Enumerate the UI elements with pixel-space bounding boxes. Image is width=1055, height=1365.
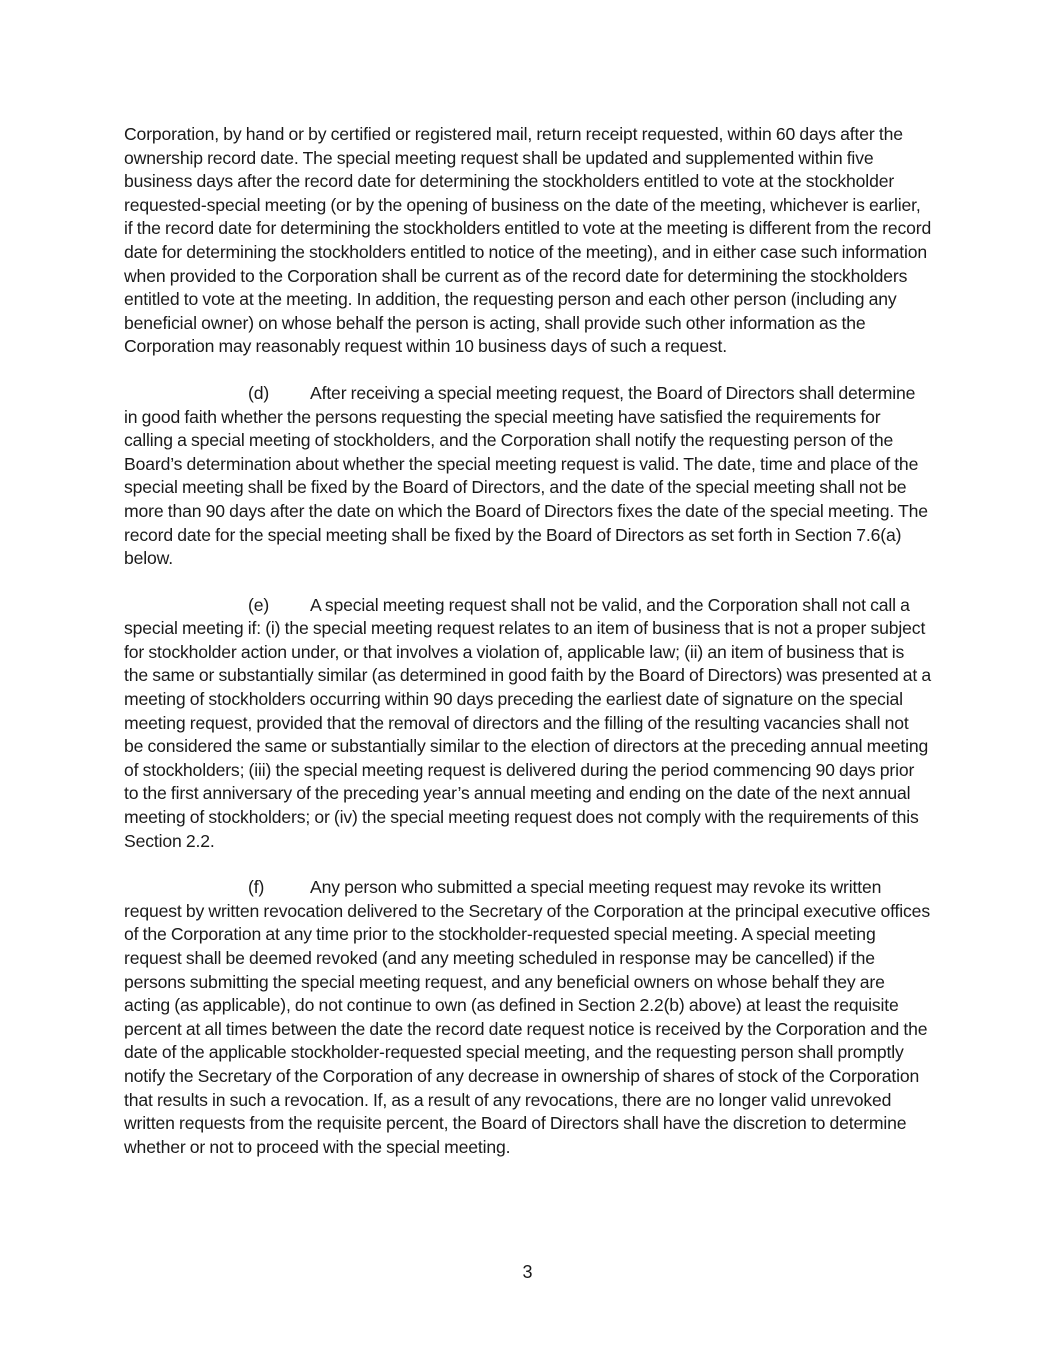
paragraph-text: Corporation, by hand or by certified or registered mail, return receipt requested, within 60 days after the ownership record date. The special meeting request shall be updated and supplemented within five business days after the record date for determining the stockholders entitled to vote at the stockholder requested-special meeting (or by the opening of business on the date of the meeting, whichever is earlier, if the record date for determining the stockholders entitled to vote at the meeting is different from the record date for determining the stockholders entitled to notice of the meeting), and in either case such information when provided to the Corporation shall be current as of the record date for determining the stockholders entitled to vote at the meeting. In addition, the requesting person and each other person (including any beneficial owner) on whose behalf the person is acting, shall provide such other information as the Corporation may reasonably request within 10 business days of such a request. <box>124 124 932 357</box>
page-number: 3 <box>522 1262 533 1282</box>
paragraph-label: (e) <box>248 594 270 615</box>
paragraph-f <box>124 876 932 1159</box>
paragraph-label: (f) <box>248 877 265 898</box>
paragraph-text: After receiving a special meeting request, the Board of Directors shall determine in good faith whether the persons requesting the special meeting have satisfied the requirements for calling a special meeting of stockholders, and the Corporation shall notify the requesting person of the Board’s determination about whether the special meeting request is valid. The date, time and place of the special meeting shall be fixed by the Board of Directors, and the date of the special meeting shall not be more than 90 days after the date on which the Board of Directors fixes the date of the special meeting. The record date for the special meeting shall be fixed by the Board of Directors as set forth in Section 7.6(a) below. <box>124 382 928 569</box>
paragraph-continuation <box>124 123 932 359</box>
paragraph-label: (d) <box>248 382 270 403</box>
paragraph-e <box>124 594 932 854</box>
paragraph-text: Any person who submitted a special meeting request may revoke its written request by written revocation delivered to the Secretary of the Corporation at the principal executive offices of the Corporation at any time prior to the stockholder-requested special meeting. A special meeting request shall be deemed revoked (and any meeting scheduled in response may be cancelled) if the persons submitting the special meeting request, and any beneficial owners on whose behalf they are acting (as applicable), do not continue to own (as defined in Section 2.2(b) above) at least the requisite percent at all times between the date the record date request notice is received by the Corporation and the date of the applicable stockholder-requested special meeting, and the requesting person shall promptly notify the Secretary of the Corporation of any decrease in ownership of shares of stock of the Corporation that results in such a revocation. If, as a result of any revocations, there are no longer valid unrevoked written requests from the requisite percent, the Board of Directors shall have the discretion to determine whether or not to proceed with the special meeting. <box>124 877 930 1157</box>
paragraph-d <box>124 382 932 571</box>
document-page <box>124 123 932 1182</box>
paragraph-text: A special meeting request shall not be valid, and the Corporation shall not call a special meeting if: (i) the special meeting request relates to an item of business that is not a proper subject for stockholder action under, or that involves a violation of, applicable law; (ii) an item of business that is the same or substantially similar (as determined in good faith by the Board of Directors) was presented at a meeting of stockholders occurring within 90 days preceding the earliest date of signature on the special meeting request, provided that the removal of directors and the filling of the resulting vacancies shall not be considered the same or substantially similar to the election of directors at the preceding annual meeting of stockholders; (iii) the special meeting request is delivered during the period commencing 90 days prior to the first anniversary of the preceding year’s annual meeting and ending on the date of the next annual meeting of stockholders; or (iv) the special meeting request does not comply with the requirements of this Section 2.2. <box>124 594 931 851</box>
